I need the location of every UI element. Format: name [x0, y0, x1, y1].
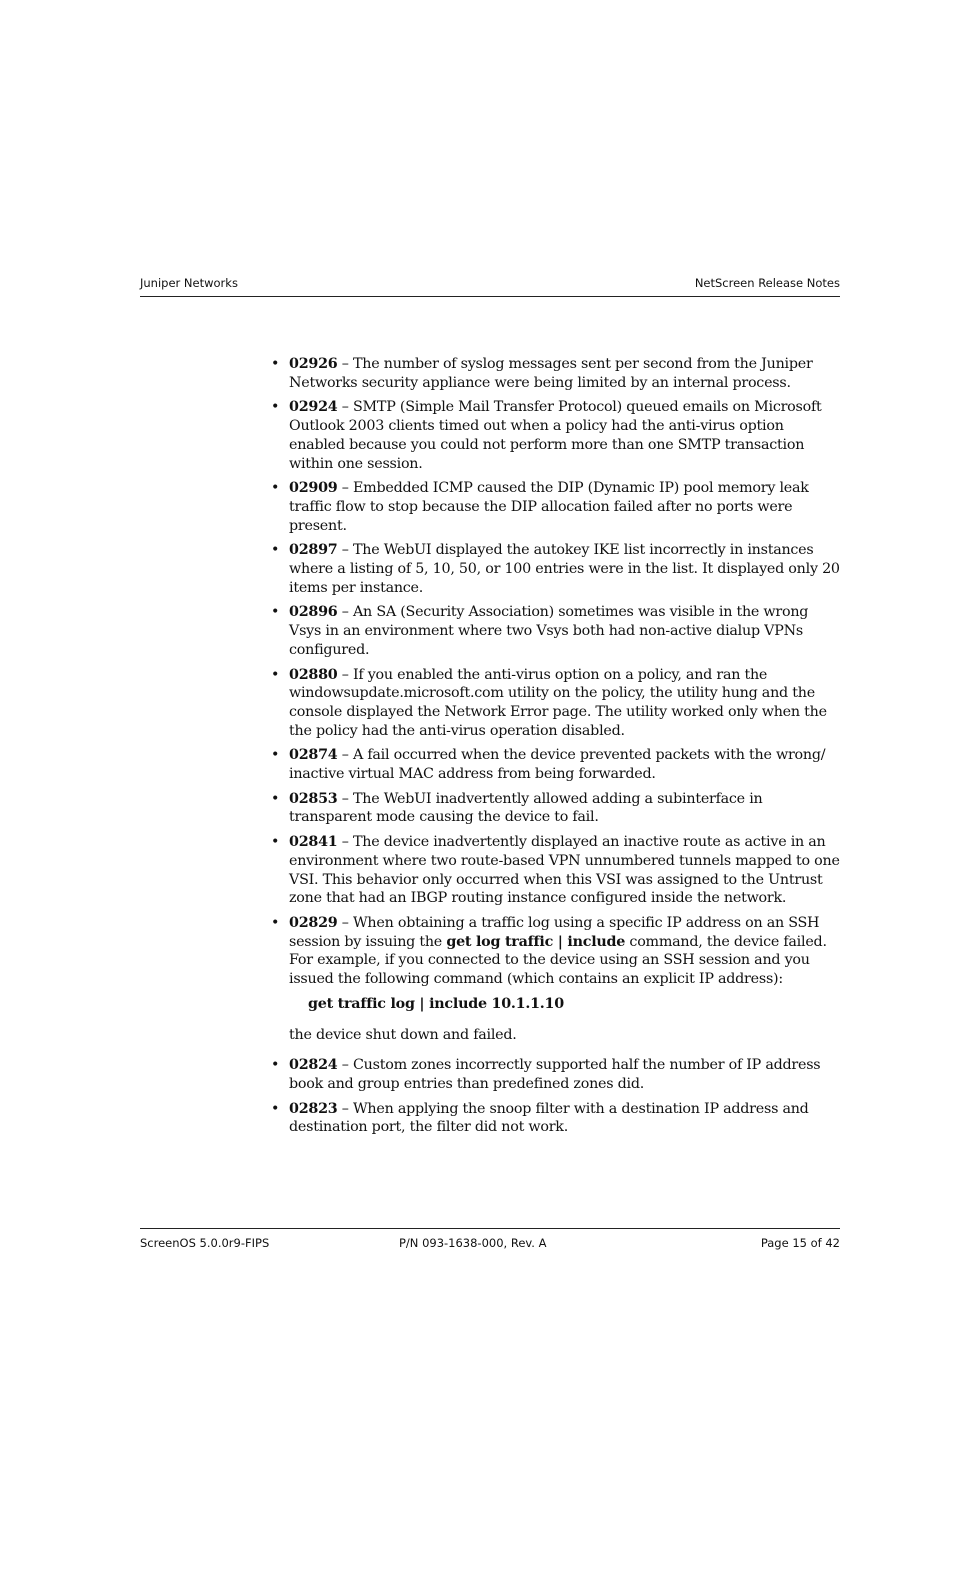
list-item: [271, 790, 841, 827]
issue-id: 02909: [289, 480, 338, 497]
fixed-issues-list-b: [271, 1056, 841, 1137]
list-item: [271, 666, 841, 741]
issue-text: – The WebUI inadvertently allowed adding a subinterface in transparent mode causing the device to fail.: [289, 790, 763, 826]
list-item: [271, 1056, 841, 1093]
issue-id: 02824: [289, 1057, 338, 1074]
issue-id: 02924: [289, 399, 338, 416]
list-item: [271, 398, 841, 473]
footer-part-number: P/N 093-1638-000, Rev. A: [399, 1236, 547, 1250]
page-footer: [140, 1236, 840, 1254]
issue-id: 02874: [289, 747, 338, 764]
list-item: [271, 914, 841, 989]
command-result-text: the device shut down and failed.: [289, 1026, 517, 1043]
page-content: [271, 355, 841, 1143]
header-left: Juniper Networks: [140, 276, 238, 290]
header-rule: [140, 296, 840, 297]
header-right: NetScreen Release Notes: [694, 276, 840, 290]
issue-id: 02897: [289, 542, 338, 559]
inline-command: get log traffic | include: [446, 933, 626, 950]
bullet: •: [271, 480, 280, 497]
bullet: •: [271, 542, 280, 559]
bullet: •: [271, 399, 280, 416]
issue-id: 02823: [289, 1100, 338, 1117]
list-item: [271, 603, 841, 659]
footer-rule: [140, 1228, 840, 1229]
list-item: [271, 746, 841, 783]
issue-text: – The number of syslog messages sent per second from the Juniper Networks security appliance were being limited by an internal process.: [289, 356, 813, 391]
issue-text: – When obtaining a traffic log using a specific IP address on an SSH session by issuing the: [289, 914, 820, 950]
list-item: [271, 355, 841, 392]
bullet: •: [271, 356, 280, 372]
list-item: [271, 479, 841, 535]
issue-text: – When applying the snoop filter with a destination IP address and destination port, the filter did not work.: [289, 1100, 809, 1136]
issue-id: 02926: [289, 356, 338, 372]
issue-text: – Embedded ICMP caused the DIP (Dynamic IP) pool memory leak traffic flow to stop because the DIP allocation failed after no ports were present.: [289, 480, 809, 534]
bullet: •: [271, 604, 280, 621]
issue-id: 02896: [289, 604, 338, 621]
issue-text: – An SA (Security Association) sometimes was visible in the wrong Vsys in an environment where two Vsys both had non-active dialup VPNs configured.: [289, 604, 809, 658]
issue-id: 02841: [289, 834, 338, 851]
fixed-issues-list-a: [271, 355, 841, 989]
list-item: [271, 541, 841, 597]
list-item: [271, 833, 841, 908]
bullet: •: [271, 914, 280, 931]
page-header: [140, 276, 840, 294]
bullet: •: [271, 790, 280, 807]
issue-id: 02853: [289, 790, 338, 807]
issue-id: 02829: [289, 914, 338, 931]
bullet: •: [271, 834, 280, 851]
issue-text: – A fail occurred when the device prevented packets with the wrong/ inactive virtual MAC address from being forwarded.: [289, 747, 826, 783]
issue-text: – If you enabled the anti-virus option on a policy, and ran the windowsupdate.microsoft.com utility on the policy, the utility hung and the console displayed the Network Error page. The utility worked only when the the policy had the anti-virus operation disabled.: [289, 666, 827, 739]
command-example: get traffic log | include 10.1.1.10: [308, 995, 564, 1012]
issue-text: – SMTP (Simple Mail Transfer Protocol) queued emails on Microsoft Outlook 2003 clients timed out when a policy had the anti-virus option enabled because you could not perform more than one SMTP transaction within one session.: [289, 399, 822, 472]
issue-text: – Custom zones incorrectly supported half the number of IP address book and group entries than predefined zones did.: [289, 1057, 821, 1092]
list-item: [271, 1100, 841, 1137]
bullet: •: [271, 666, 280, 683]
issue-text: – The WebUI displayed the autokey IKE list incorrectly in instances where a listing of 5, 10, 50, or 100 entries were in the list. It displayed only 20 items per instance.: [289, 542, 840, 596]
footer-product-version: ScreenOS 5.0.0r9-FIPS: [140, 1236, 270, 1250]
bullet: •: [271, 747, 280, 764]
bullet: •: [271, 1057, 280, 1074]
issue-text-continued: command, the device failed. For example, if you connected to the device using an SSH session and you issued the following command (which contains an explicit IP address):: [289, 933, 827, 988]
bullet: •: [271, 1100, 280, 1117]
issue-text: – The device inadvertently displayed an inactive route as active in an environment where two route-based VPN unnumbered tunnels mapped to one VSI. This behavior only occurred when this VSI was assigned to the Untrust zone that had an IBGP routing instance configured inside the network.: [289, 834, 840, 907]
footer-page-number: Page 15 of 42: [760, 1236, 840, 1250]
issue-id: 02880: [289, 666, 338, 683]
